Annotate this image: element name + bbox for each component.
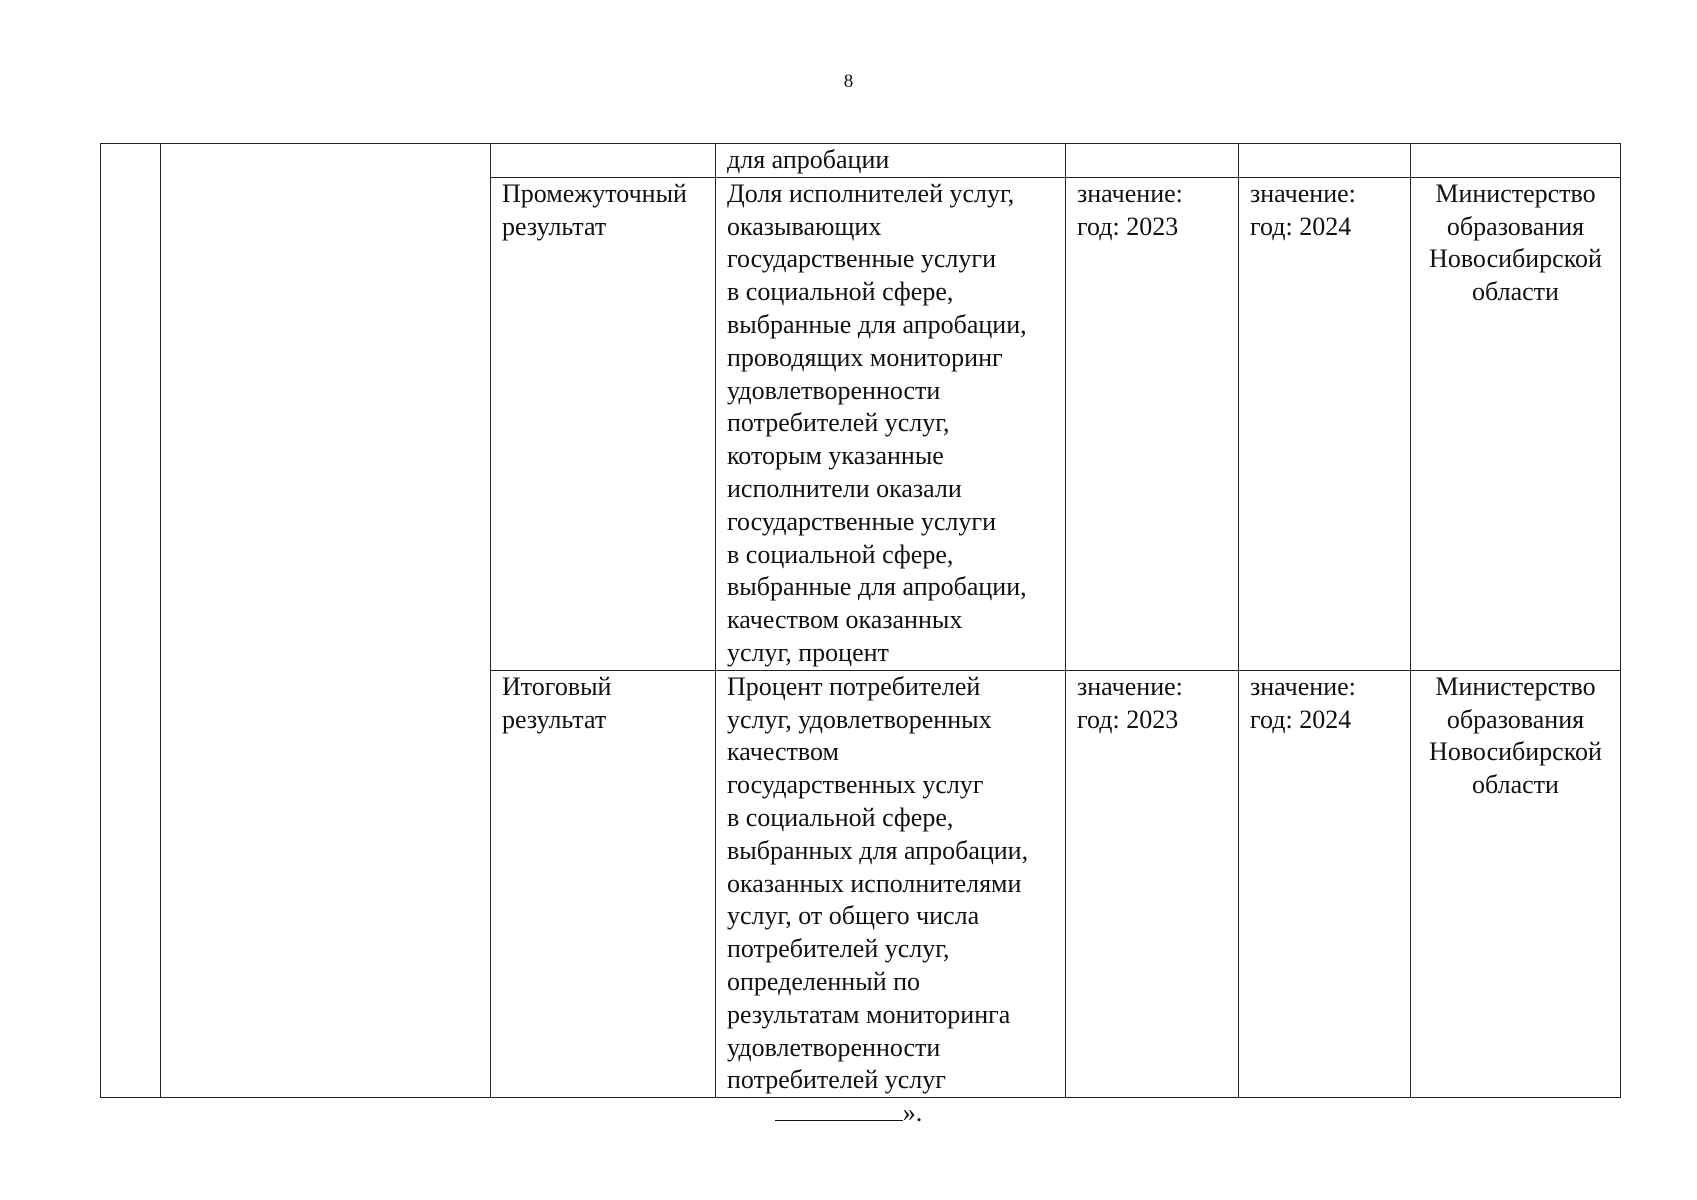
result-type-cell: [491, 144, 716, 178]
task-name-cell: [161, 144, 491, 1098]
base-value-cell: [1066, 144, 1239, 178]
table-row: [101, 144, 1621, 178]
indicator-cell: для апробации: [716, 144, 1066, 178]
base-value-cell: значение: год: 2023: [1066, 670, 1239, 1097]
target-value-cell: [1239, 144, 1411, 178]
base-value-cell: значение: год: 2023: [1066, 177, 1239, 670]
underline-blank: [775, 1096, 903, 1121]
responsible-cell: [1411, 144, 1621, 178]
target-value-cell: значение: год: 2024: [1239, 177, 1411, 670]
indicator-cell: Доля исполнителей услуг, оказывающих государственные услуги в социальной сфере, выбранные для апробации, проводящих мониторинг удовлетворенности потребителей услуг, которым указанные исполнители оказали государственные услуги в социальной сфере, выбранные для апробации, качеством оказанных услуг, процент: [716, 177, 1066, 670]
target-value-cell: значение: год: 2024: [1239, 670, 1411, 1097]
row-number-cell: [101, 144, 161, 1098]
result-type-cell: Промежуточный результат: [491, 177, 716, 670]
closing-line: [0, 1096, 1697, 1128]
responsible-cell: Министерство образования Новосибирской области: [1411, 177, 1621, 670]
indicator-cell: Процент потребителей услуг, удовлетворенных качеством государственных услуг в социальной сфере, выбранных для апробации, оказанных исполнителями услуг, от общего числа потребителей услуг, определенный по результатам мониторинга удовлетворенности потребителей услуг: [716, 670, 1066, 1097]
result-type-cell: Итоговый результат: [491, 670, 716, 1097]
closing-quote-mark: ».: [902, 1098, 923, 1127]
page-number: 8: [843, 71, 854, 92]
results-table: [100, 143, 1621, 1098]
responsible-cell: Министерство образования Новосибирской области: [1411, 670, 1621, 1097]
